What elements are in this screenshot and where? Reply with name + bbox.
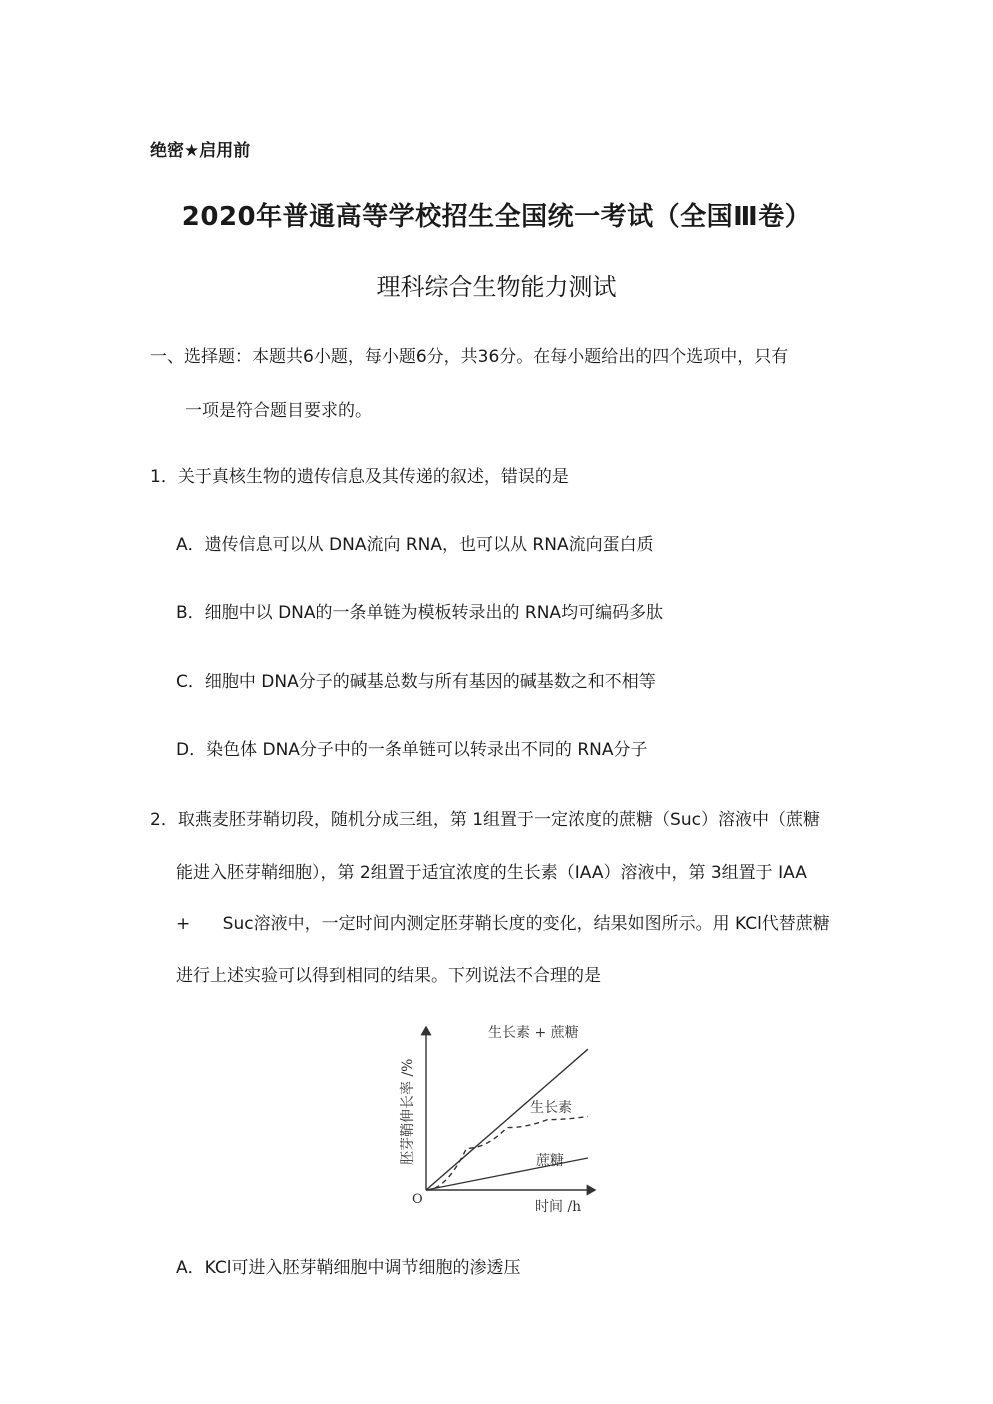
question-1-stem: 1．关于真核生物的遗传信息及其传递的叙述，错误的是 <box>150 467 569 487</box>
question-1-option-d: D．染色体 DNA分子中的一条单链可以转录出不同的 RNA分子 <box>176 740 648 760</box>
section-intro-line2: 一项是符合题目要求的。 <box>185 401 372 421</box>
y-axis-label: 胚芽鞘伸长率 /% <box>400 1058 416 1165</box>
question-2-stem-line2: 能进入胚芽鞘细胞），第 2组置于适宜浓度的生长素（IAA）溶液中，第 3组置于 IAA <box>176 863 807 883</box>
question-1-option-b: B．细胞中以 DNA的一条单链为模板转录出的 RNA均可编码多肽 <box>176 603 664 623</box>
series-label-suc: 蔗糖 <box>536 1153 564 1169</box>
question-2-stem-line1: 2．取燕麦胚芽鞘切段，随机分成三组，第 1组置于一定浓度的蔗糖（Suc）溶液中（蔗糖 <box>150 810 820 830</box>
origin-label: O <box>412 1192 423 1207</box>
question-2-stem-line4: 进行上述实验可以得到相同的结果。下列说法不合理的是 <box>176 966 601 986</box>
series-label-iaa: 生长素 <box>530 1100 572 1116</box>
section-intro-line1: 一、选择题：本题共6小题，每小题6分，共36分。在每小题给出的四个选项中，只有 <box>150 347 789 367</box>
exam-title: 2020年普通高等学校招生全国统一考试（全国Ⅲ卷） <box>181 202 812 232</box>
question-1-option-c: C．细胞中 DNA分子的碱基总数与所有基因的碱基数之和不相等 <box>176 672 656 692</box>
question-2-stem-line3: + Suc溶液中，一定时间内测定胚芽鞘长度的变化，结果如图所示。用 KCl代替蔗糖 <box>176 914 830 934</box>
exam-subtitle: 理科综合生物能力测试 <box>376 273 617 301</box>
secret-label: 绝密★启用前 <box>150 141 251 161</box>
x-axis-label: 时间 /h <box>535 1199 582 1215</box>
question-2-option-a: A．KCl可进入胚芽鞘细胞中调节细胞的渗透压 <box>176 1258 521 1278</box>
series-label-iaa-suc: 生长素 + 蔗糖 <box>488 1025 579 1041</box>
elongation-chart <box>390 1015 610 1215</box>
question-1-option-a: A．遗传信息可以从 DNA流向 RNA，也可以从 RNA流向蛋白质 <box>176 535 654 555</box>
